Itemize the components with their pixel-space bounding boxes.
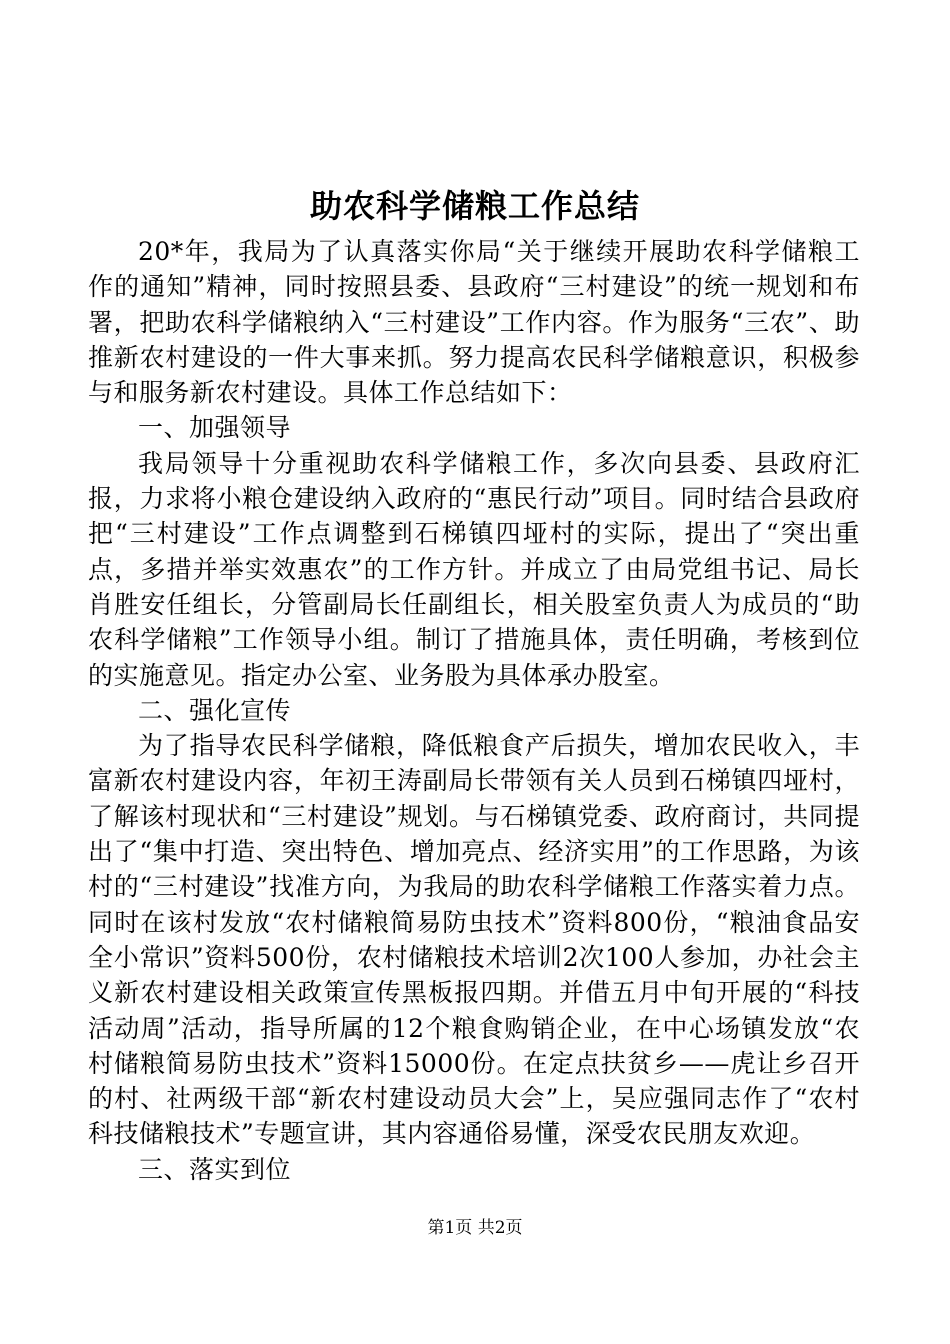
section-heading-3: 三、落实到位 — [138, 1154, 292, 1184]
document-body — [88, 234, 860, 1187]
section-heading-2: 二、强化宣传 — [138, 695, 292, 725]
intro-paragraph: 20*年，我局为了认真落实你局“关于继续开展助农科学储粮工作的通知”精神，同时按照县委、县政府“三村建设”的统一规划和布署，把助农科学储粮纳入“三村建设”工作内容。作为服务“三农”、助推新农村建设的一件大事来抓。努力提高农民科学储粮意识，积极参与和服务新农村建设。具体工作总结如下： — [88, 237, 860, 408]
page-number-footer: 第1页 共2页 — [427, 1218, 523, 1238]
document-title: 助农科学储粮工作总结 — [309, 187, 640, 225]
section-paragraph-2: 为了指导农民科学储粮，降低粮食产后损失，增加农民收入，丰富新农村建设内容，年初王涛副局长带领有关人员到石梯镇四垭村，了解该村现状和“三村建设”规划。与石梯镇党委、政府商讨，共同提出了“集中打造、突出特色、增加亮点、经济实用”的工作思路，为该村的“三村建设”找准方向，为我局的助农科学储粮工作落实着力点。同时在该村发放“农村储粮简易防虫技术”资料800份，“粮油食品安全小常识”资料500份，农村储粮技术培训2次100人参加，办社会主义新农村建设相关政策宣传黑板报四期。并借五月中旬开展的“科技活动周”活动，指导所属的12个粮食购销企业，在中心场镇发放“农村储粮简易防虫技术”资料15000份。在定点扶贫乡——虎让乡召开的村、社两级干部“新农村建设动员大会”上，吴应强同志作了“农村科技储粮技术”专题宣讲，其内容通俗易懂，深受农民朋友欢迎。 — [88, 731, 860, 1149]
section-heading-1: 一、加强领导 — [138, 413, 292, 443]
section-paragraph-1: 我局领导十分重视助农科学储粮工作，多次向县委、县政府汇报，力求将小粮仓建设纳入政府的“惠民行动”项目。同时结合县政府把“三村建设”工作点调整到石梯镇四垭村的实际，提出了“突出重点，多措并举实效惠农”的工作方针。并成立了由局党组书记、局长肖胜安任组长，分管副局长任副组长，相关股室负责人为成员的“助农科学储粮”工作领导小组。制订了措施具体，责任明确，考核到位的实施意见。指定办公室、业务股为具体承办股室。 — [88, 448, 860, 690]
